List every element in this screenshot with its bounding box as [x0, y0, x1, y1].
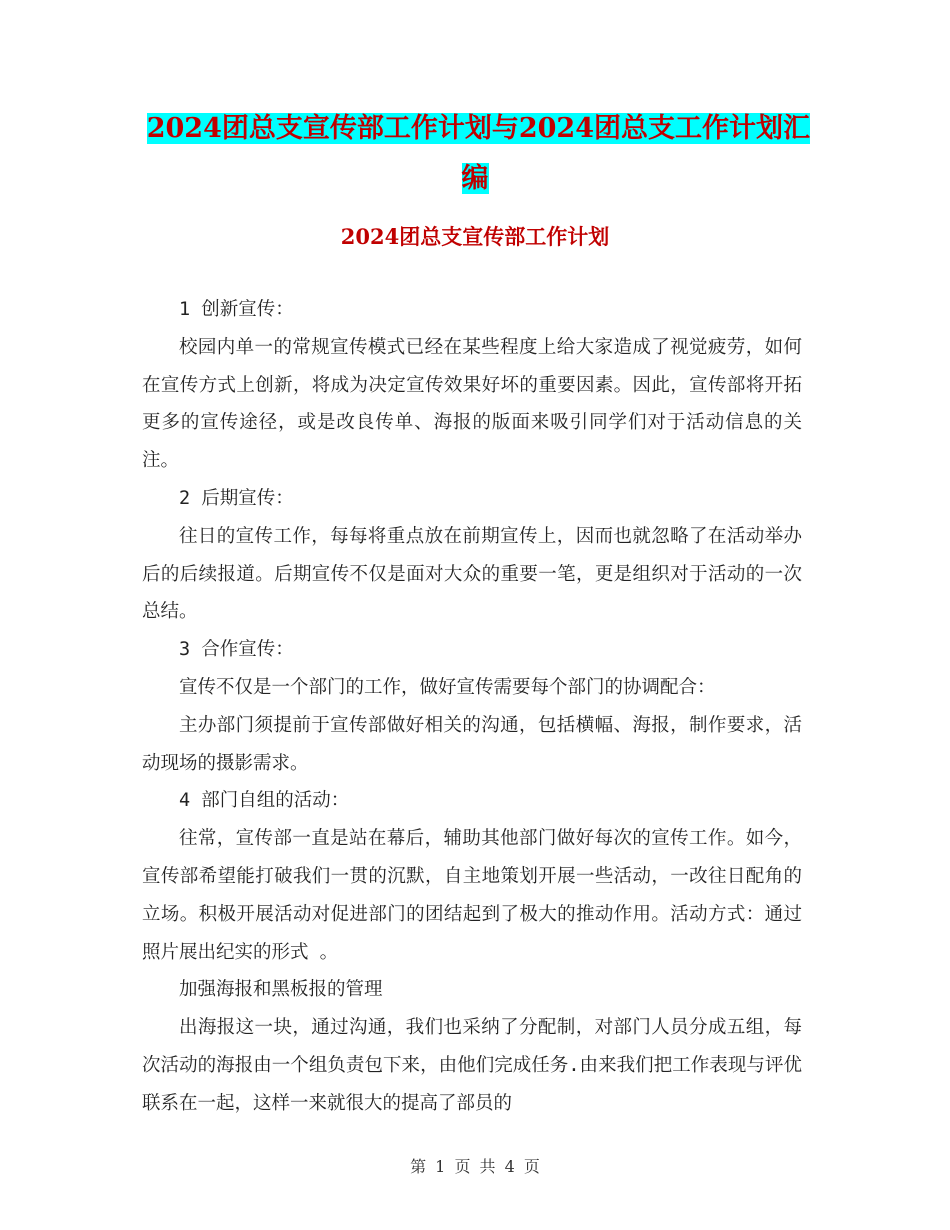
title-line-2: 编 — [461, 163, 489, 194]
item-heading: 2 后期宣传： — [179, 487, 294, 509]
body-paragraph: 主办部门须提前于宣传部做好相关的沟通，包括横幅、海报，制作要求，活动现场的摄影需求。 — [142, 714, 802, 774]
document-title — [140, 104, 810, 204]
item-heading: 加强海报和黑板报的管理 — [179, 979, 383, 1001]
body-paragraph: 往常，宣传部一直是站在幕后，辅助其他部门做好每次的宣传工作。如今，宣传部希望能打破我们一贯的沉默，自主地策划开展一些活动，一改往日配角的立场。积极开展活动对促进部门的团结起到了极大的推动作用。活动方式：通过照片展出纪实的形式 。 — [142, 828, 802, 963]
item-heading: 3 合作宣传： — [179, 639, 294, 661]
page-footer: 第 1 页 共 4 页 — [410, 1157, 540, 1176]
title-line-1: 2024团总支宣传部工作计划与2024团总支工作计划汇 — [146, 113, 810, 144]
item-heading: 4 部门自组的活动： — [179, 790, 350, 812]
section-title: 2024团总支宣传部工作计划 — [340, 224, 610, 249]
body-paragraph: 宣传不仅是一个部门的工作，做好宣传需要每个部门的协调配合： — [179, 676, 716, 698]
body-paragraph: 出海报这一块，通过沟通，我们也采纳了分配制，对部门人员分成五组，每次活动的海报由一个组负责包下来，由他们完成任务.由来我们把工作表现与评优联系在一起，这样一来就很大的提高了部员的 — [142, 1017, 802, 1114]
body-paragraph: 校园内单一的常规宣传模式已经在某些程度上给大家造成了视觉疲劳，如何在宣传方式上创新，将成为决定宣传效果好坏的重要因素。因此，宣传部将开拓更多的宣传途径，或是改良传单、海报的版面来吸引同学们对于活动信息的关注。 — [142, 336, 802, 472]
item-heading: 1 创新宣传： — [179, 299, 294, 320]
body-paragraph: 往日的宣传工作，每每将重点放在前期宣传上，因而也就忽略了在活动举办后的后续报道。后期宣传不仅是面对大众的重要一笔，更是组织对于活动的一次总结。 — [142, 525, 802, 623]
document-body — [142, 291, 802, 1123]
